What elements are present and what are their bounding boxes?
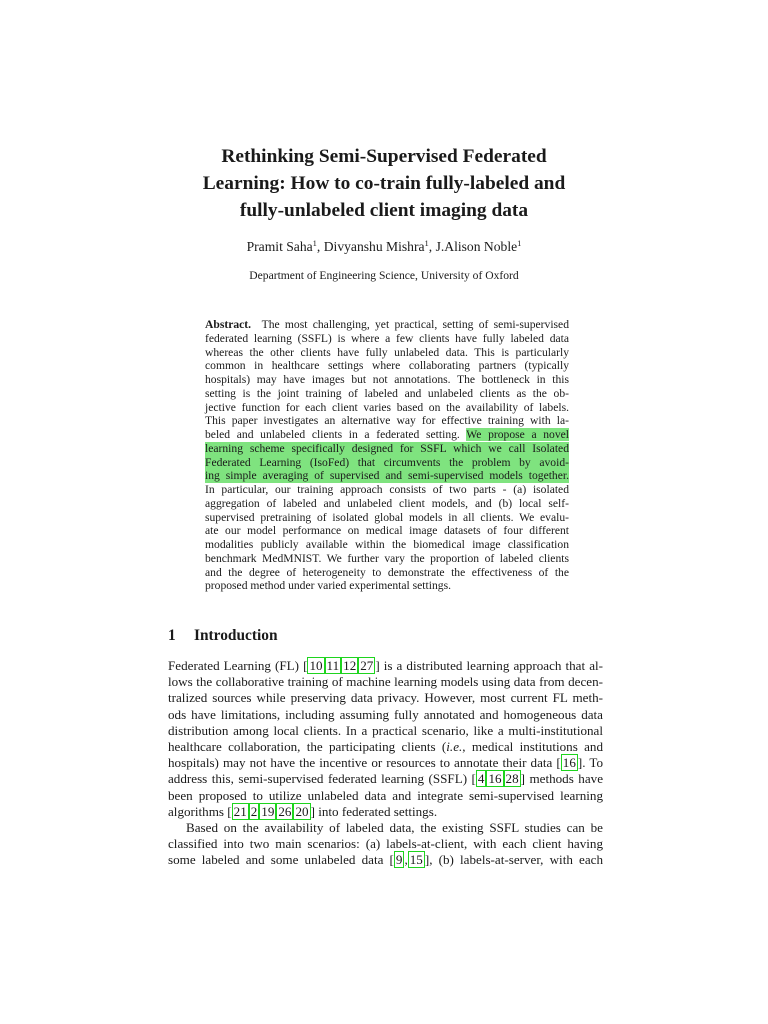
- citation-link[interactable]: 28: [505, 771, 519, 787]
- abstract-line: hospitals) may have images but not annotations. The bottleneck in this: [205, 373, 569, 386]
- title-line: Rethinking Semi-Supervised Federated: [221, 146, 547, 167]
- abstract-line: federated learning (SSFL) is where a few clients have fully labeled data: [205, 331, 569, 345]
- body-text: healthcare collaboration, the participating clients (: [168, 738, 447, 754]
- body-text: ] methods have: [520, 771, 604, 787]
- body-line: [168, 755, 603, 771]
- abstract-line: [205, 318, 569, 332]
- introduction-body: [168, 658, 603, 868]
- citation-link[interactable]: 19: [261, 803, 275, 819]
- paper-title: [0, 143, 768, 224]
- author-name: Divyanshu Mishra: [323, 239, 425, 254]
- highlighted-line: ing simple averaging of supervised and semi-supervised models together.: [205, 469, 569, 483]
- citation-link[interactable]: 12: [343, 658, 357, 673]
- abstract-text: beled and unlabeled clients in a federated setting.: [205, 428, 460, 441]
- author-list: [0, 238, 768, 256]
- body-line: tralized sources while preserving data privacy. However, most current FL meth-: [168, 690, 603, 706]
- highlighted-text: We propose a novel: [466, 428, 569, 441]
- abstract: [205, 318, 569, 593]
- citation-link[interactable]: 20: [295, 803, 309, 819]
- section-number: 1: [168, 627, 176, 644]
- body-line: [168, 739, 603, 755]
- abstract-line: setting is the joint training of labeled and unlabeled clients as the ob-: [205, 386, 569, 400]
- author-name: Pramit Saha: [246, 239, 313, 254]
- citation-link[interactable]: 2: [250, 803, 258, 819]
- abstract-line: This paper investigates an alternative way for effective training with la-: [205, 414, 569, 428]
- author-separator: ,: [316, 239, 324, 254]
- body-text: , medical institutions and: [462, 738, 603, 754]
- abstract-line: proposed method under varied experimental settings.: [205, 579, 451, 593]
- abstract-line: jective function for each client varies based on the availability of labels.: [205, 400, 569, 414]
- citation-link[interactable]: 16: [562, 755, 576, 771]
- body-text: address this, semi-supervised federated learning (SSFL) [: [168, 771, 476, 787]
- author-separator: ,: [428, 239, 436, 254]
- highlighted-line: learning scheme specifically designed for SSFL which we call Isolated: [205, 441, 569, 455]
- citation-link[interactable]: 10: [309, 658, 323, 673]
- abstract-line: [205, 428, 569, 442]
- body-line: [168, 771, 603, 787]
- citation-link[interactable]: 15: [409, 852, 423, 868]
- abstract-line: In particular, our training approach consists of two parts - (a) isolated: [205, 483, 569, 496]
- body-text: ] into federated settings.: [310, 803, 438, 819]
- abstract-line: supervised pretraining of isolated global models in all clients. We evalu-: [205, 510, 569, 524]
- citation-link[interactable]: 4: [477, 771, 485, 787]
- affiliation-marker: 1: [424, 238, 429, 248]
- body-line: [168, 658, 603, 674]
- body-line: ods have limitations, including assuming fully annotated and homogeneous data: [168, 706, 603, 722]
- body-line: [168, 852, 603, 868]
- abstract-text: The most challenging, yet practical, setting of semi-supervised: [261, 318, 569, 331]
- title-line: Learning: How to co-train fully-labeled and: [202, 173, 566, 194]
- citation-link[interactable]: 27: [360, 658, 374, 673]
- body-line: been proposed to utilize unlabeled data and integrate semi-supervised learning: [168, 787, 603, 803]
- abstract-line: whereas the other clients have fully unlabeled data. This is particularly: [205, 345, 569, 359]
- body-text: algorithms [: [168, 803, 232, 819]
- body-line: lows the collaborative training of machine learning models using data from decen-: [168, 674, 603, 690]
- affiliation-marker: 1: [517, 238, 522, 248]
- section-title: Introduction: [194, 627, 278, 644]
- title-line: fully-unlabeled client imaging data: [239, 200, 529, 221]
- body-text: Federated Learning (FL) [: [168, 658, 308, 673]
- citation-link[interactable]: 26: [278, 803, 292, 819]
- citation-link[interactable]: 21: [233, 803, 247, 819]
- abstract-line: modalities publicly available within the biomedical image classification: [205, 538, 569, 551]
- body-text: ]. To: [577, 755, 603, 771]
- citation-link[interactable]: 16: [488, 771, 502, 787]
- abstract-label: Abstract.: [205, 318, 252, 331]
- section-heading: [168, 626, 278, 646]
- body-line: Based on the availability of labeled data, the existing SSFL studies can be: [186, 819, 603, 835]
- highlighted-line: Federated Learning (IsoFed) that circumvents the problem by avoid-: [205, 455, 569, 469]
- affiliation-marker: 1: [312, 238, 317, 248]
- emphasis-text: i.e.: [446, 738, 463, 754]
- body-text: some labeled and some unlabeled data [: [168, 852, 394, 868]
- body-line: classified into two main scenarios: (a) labels-at-client, with each client having: [168, 836, 603, 852]
- affiliation: Department of Engineering Science, University of Oxford: [249, 269, 519, 282]
- citation-link[interactable]: 11: [326, 658, 340, 673]
- body-line: [168, 804, 603, 820]
- abstract-line: common in healthcare settings where collaborating partners (typically: [205, 359, 569, 373]
- body-text: hospitals) may not have the incentive or resources to annotate their data [: [168, 755, 561, 771]
- body-text: ,: [404, 852, 408, 868]
- abstract-line: ate our model performance on medical image datasets of four different: [205, 524, 569, 538]
- citation-link[interactable]: 9: [395, 852, 403, 868]
- abstract-line: benchmark MedMNIST. We further vary the proportion of labeled clients: [205, 551, 569, 565]
- body-text: ], (b) labels-at-server, with each: [424, 852, 603, 868]
- abstract-line: and the degree of heterogeneity to demonstrate the effectiveness of the: [205, 565, 569, 579]
- author-name: J.Alison Noble: [435, 239, 518, 254]
- body-text: ] is a distributed learning approach that al-: [375, 658, 604, 673]
- abstract-line: aggregation of labeled and unlabeled client models, and (b) local self-: [205, 496, 569, 510]
- body-line: distribution among local clients. In a practical scenario, like a multi-institutional: [168, 722, 603, 738]
